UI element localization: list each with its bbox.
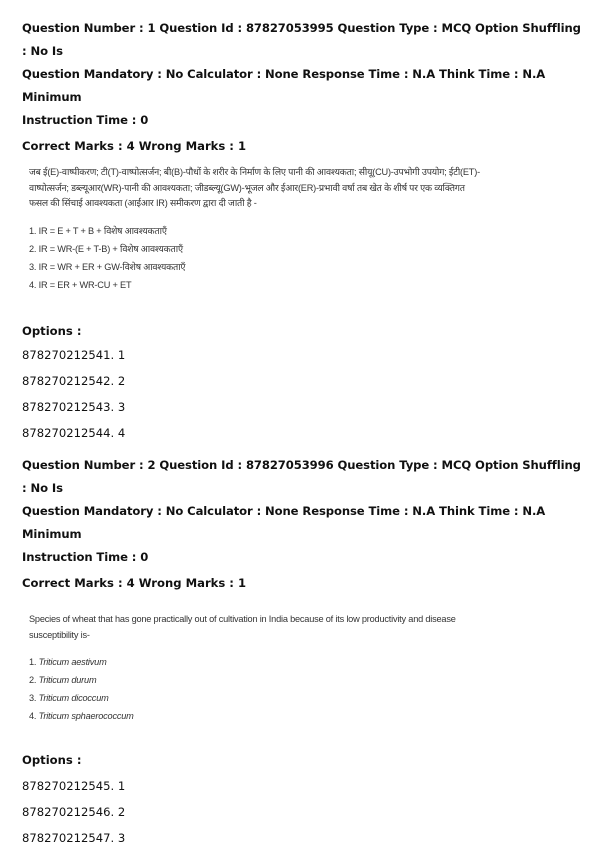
- options-list: [22, 773, 582, 851]
- header-line: Question Mandatory : No Calculator : None Response Time : N.A Think Time : N.A Minimum: [22, 504, 546, 541]
- choice-item: 3. IR = WR + ER + GW-विशेष आवश्यकताएँ: [29, 261, 186, 272]
- stem-line: वाष्पोत्सर्जन; डब्ल्यूआर(WR)-पानी की आवश्यकता; जीडब्ल्यू(GW)-भूजल और ईआर(ER)-प्रभावी वर्षा तब खेत के शीर्ष पर एक व्यक्तिगत: [29, 182, 465, 193]
- choice-number: 2.: [29, 675, 37, 685]
- stem-line: Species of wheat that has gone practically out of cultivation in India because of its low productivity and disease: [29, 614, 456, 624]
- stem-line: जब ई(E)-वाष्पीकरण; टी(T)-वाष्पोत्सर्जन; बी(B)-पौधों के शरीर के निर्माण के लिए पानी की आवश्यकता; सीयू(CU)-उपभोगी उपयोग; ईटी(ET)-: [29, 167, 480, 177]
- question-stem: [29, 612, 582, 643]
- choice-number: 4.: [29, 711, 37, 721]
- options-title: Options :: [22, 323, 82, 338]
- question-block: [22, 454, 582, 851]
- choice-list: [29, 653, 582, 725]
- question-stem: [29, 165, 582, 212]
- question-block: [22, 17, 582, 446]
- choice-text: Triticum dicoccum: [38, 693, 109, 703]
- option-item: 878270212543. 3: [22, 399, 126, 414]
- question-header: [22, 454, 582, 569]
- choice-item: 1. IR = E + T + B + विशेष आवश्यकताएँ: [29, 225, 167, 236]
- stem-line: फसल की सिंचाई आवश्यकता (आईआर IR) समीकरण द्वारा दी जाती है -: [29, 198, 257, 208]
- option-item: 878270212547. 3: [22, 831, 126, 845]
- header-line: Instruction Time : 0: [22, 113, 149, 127]
- marks-line: Correct Marks : 4 Wrong Marks : 1: [22, 139, 247, 153]
- choice-list: [29, 222, 582, 294]
- choice-number: 1.: [29, 657, 37, 667]
- option-item: 878270212546. 2: [22, 805, 126, 819]
- stem-line: susceptibility is-: [29, 629, 90, 640]
- choice-text: Triticum aestivum: [38, 657, 107, 667]
- question-header: [22, 17, 582, 132]
- choice-number: 3.: [29, 693, 37, 703]
- header-line: Instruction Time : 0: [22, 550, 149, 564]
- options-title: Options :: [22, 753, 82, 767]
- option-item: 878270212542. 2: [22, 373, 126, 388]
- marks-line: Correct Marks : 4 Wrong Marks : 1: [22, 576, 247, 590]
- choice-item: [29, 653, 582, 671]
- choice-item: 2. IR = WR-(E + T-B) + विशेष आवश्यकताएँ: [29, 243, 183, 254]
- choice-text: Triticum durum: [38, 675, 97, 685]
- header-line: Question Mandatory : No Calculator : None Response Time : N.A Think Time : N.A Minimum: [22, 67, 546, 104]
- option-item: 878270212545. 1: [22, 779, 126, 793]
- header-line: Question Number : 2 Question Id : 87827053996 Question Type : MCQ Option Shuffling : No Is: [22, 458, 581, 495]
- header-line: Question Number : 1 Question Id : 87827053995 Question Type : MCQ Option Shuffling : No Is: [22, 21, 581, 58]
- option-item: 878270212544. 4: [22, 425, 126, 440]
- choice-item: 4. IR = ER + WR-CU + ET: [29, 279, 132, 290]
- choice-text: Triticum sphaerococcum: [38, 711, 134, 721]
- choice-item: [29, 671, 582, 689]
- option-item: 878270212541. 1: [22, 347, 126, 362]
- options-list: [22, 342, 582, 446]
- choice-item: [29, 707, 582, 725]
- choice-item: [29, 689, 582, 707]
